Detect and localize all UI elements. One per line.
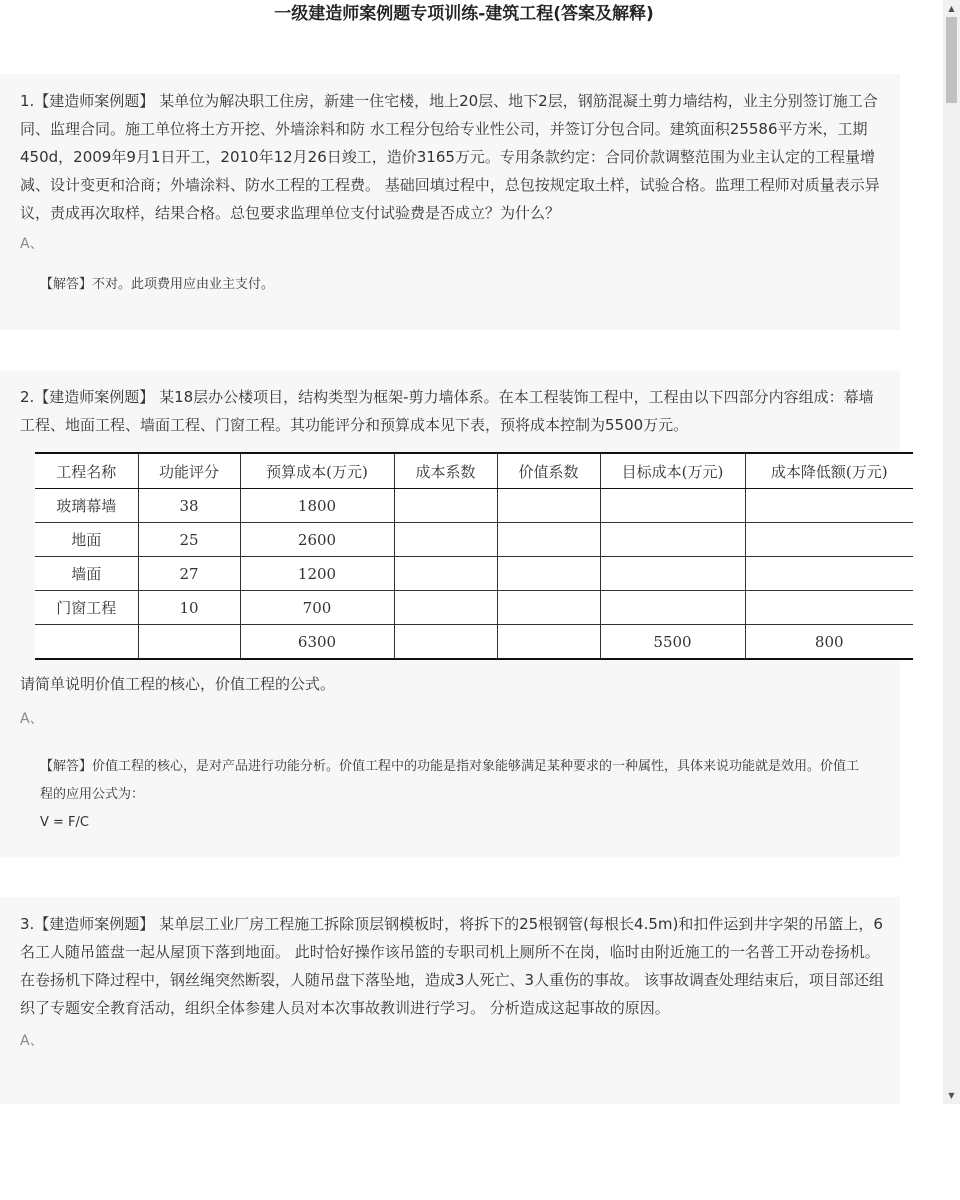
table-header: 功能评分 <box>138 453 240 489</box>
table-cell: 700 <box>240 591 394 625</box>
table-cell <box>394 591 497 625</box>
table-cell: 5500 <box>600 625 745 660</box>
table-cell <box>394 523 497 557</box>
table-cell <box>497 625 600 660</box>
question-card-1 <box>0 74 900 330</box>
table-row <box>35 557 913 591</box>
scroll-up-arrow-icon[interactable]: ▲ <box>948 4 955 13</box>
table-cell <box>745 489 913 523</box>
table-cell: 10 <box>138 591 240 625</box>
table-cell <box>600 523 745 557</box>
question-card-3 <box>0 897 900 1104</box>
table-cell: 玻璃幕墙 <box>35 489 138 523</box>
table-row <box>35 489 913 523</box>
table-cell <box>497 591 600 625</box>
table-cell <box>600 489 745 523</box>
table-cell: 800 <box>745 625 913 660</box>
table-cell <box>497 557 600 591</box>
question-text: 3.【建造师案例题】 某单层工业厂房工程施工拆除顶层钢模板时，将拆下的25根钢管(每根长4.5m)和扣件运到井字架的吊篮上，6名工人随吊篮盘一起从屋顶下落到地面。 此时恰好操作该吊篮的专职司机上厕所不在岗，临时由附近施工的一名普工开动卷扬机。在卷扬机下降过程中，钢丝绳突然断裂，人随吊盘下落坠地，造成3人死亡、3人重伤的事故。 该事故调查处理结束后，项目部还组织了专题安全教育活动，组织全体参建人员对本次事故教训进行学习。 分析造成这起事故的原因。 <box>20 915 884 1017</box>
table-header: 目标成本(万元) <box>600 453 745 489</box>
page-title: 一级建造师案例题专项训练-建筑工程(答案及解释) <box>274 4 654 24</box>
table-header: 成本降低额(万元) <box>745 453 913 489</box>
scroll-down-arrow-icon[interactable]: ▼ <box>948 1091 955 1100</box>
table-header: 价值系数 <box>497 453 600 489</box>
table-cell <box>497 489 600 523</box>
answer-explanation: 【解答】价值工程的核心，是对产品进行功能分析。价值工程中的功能是指对象能够满足某种要求的一种属性，具体来说功能就是效用。价值工程的应用公式为： <box>40 759 860 802</box>
table-cell: 1200 <box>240 557 394 591</box>
cost-function-table <box>35 452 913 660</box>
table-cell <box>600 557 745 591</box>
table-cell: 6300 <box>240 625 394 660</box>
table-header: 预算成本(万元) <box>240 453 394 489</box>
table-cell <box>497 523 600 557</box>
table-row <box>35 591 913 625</box>
table-cell: 墙面 <box>35 557 138 591</box>
scrollbar-thumb[interactable] <box>946 17 957 103</box>
table-header: 工程名称 <box>35 453 138 489</box>
table-cell <box>394 625 497 660</box>
table-cell: 25 <box>138 523 240 557</box>
question-followup: 请简单说明价值工程的核心，价值工程的公式。 <box>20 675 336 693</box>
table-row <box>35 523 913 557</box>
table-cell <box>745 523 913 557</box>
table-cell <box>138 625 240 660</box>
table-cell: 2600 <box>240 523 394 557</box>
table-cell: 地面 <box>35 523 138 557</box>
question-text: 2.【建造师案例题】 某18层办公楼项目，结构类型为框架-剪力墙体系。在本工程装饰工程中，工程由以下四部分内容组成：幕墙工程、地面工程、墙面工程、门窗工程。其功能评分和预算成本见下表，预将成本控制为5500万元。 <box>20 388 874 434</box>
answer-option[interactable]: A、 <box>20 1033 44 1049</box>
question-text: 1.【建造师案例题】 某单位为解决职工住房，新建一住宅楼，地上20层、地下2层，钢筋混凝土剪力墙结构，业主分别签订施工合同、监理合同。施工单位将土方开挖、外墙涂料和防 水工程分包给专业性公司，并签订分包合同。建筑面积25586平方米，工期450d，2009年9月1日开工，2010年12月26日竣工，造价3165万元。专用条款约定：合同价款调整范围为业主认定的工程量增减、设计变更和洽商；外墙涂料、防水工程的工程费。 基础回填过程中，总包按规定取土样，试验合格。监理工程师对质量表示异议，责成再次取样，结果合格。总包要求监理单位支付试验费是否成立？为什么？ <box>20 92 880 222</box>
table-cell: 38 <box>138 489 240 523</box>
table-cell <box>394 489 497 523</box>
answer-formula: V = F/C <box>40 815 89 830</box>
table-cell <box>35 625 138 660</box>
table-cell <box>745 557 913 591</box>
table-total-row <box>35 625 913 660</box>
table-cell: 门窗工程 <box>35 591 138 625</box>
answer-option[interactable]: A、 <box>20 711 44 727</box>
table-cell <box>745 591 913 625</box>
table-cell <box>394 557 497 591</box>
table-cell: 1800 <box>240 489 394 523</box>
vertical-scrollbar[interactable] <box>943 0 960 1104</box>
answer-explanation: 【解答】不对。此项费用应由业主支付。 <box>40 277 275 292</box>
table-cell <box>600 591 745 625</box>
table-cell: 27 <box>138 557 240 591</box>
table-header-row <box>35 453 913 489</box>
answer-option[interactable]: A、 <box>20 236 44 252</box>
table-header: 成本系数 <box>394 453 497 489</box>
